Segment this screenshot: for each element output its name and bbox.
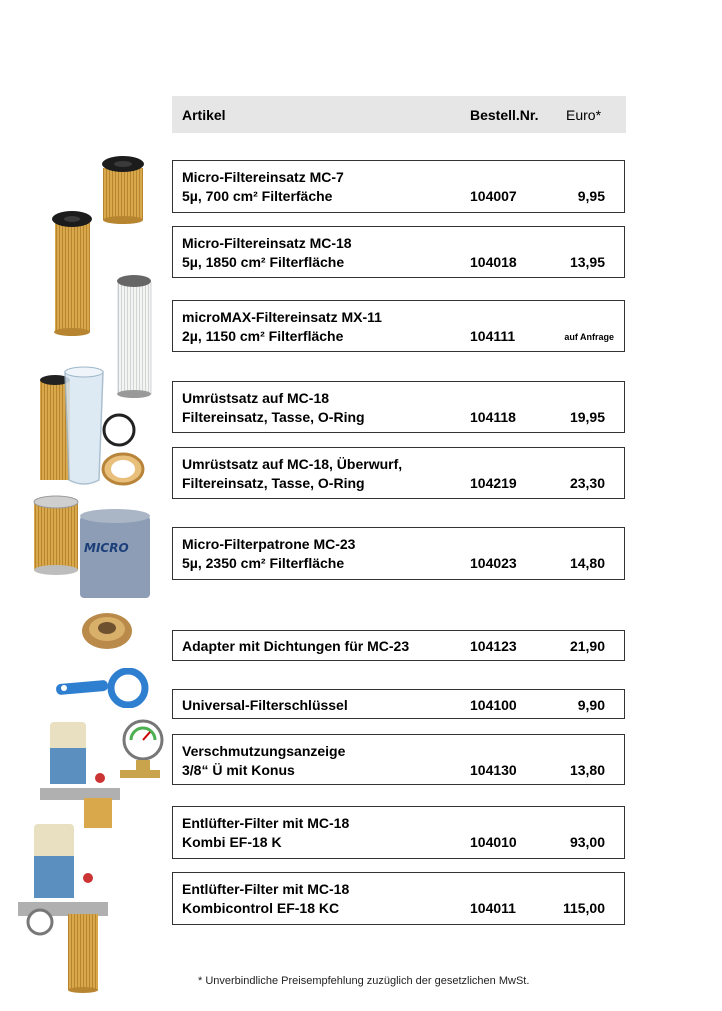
price: 9,90 [577,697,605,713]
price: 23,30 [569,475,605,491]
conversion-kit-image [35,366,155,492]
header-article: Artikel [182,107,226,123]
product-row-wrench [172,689,625,719]
price: 19,95 [569,409,605,425]
filter-cartridge-mc23-image [32,494,154,604]
product-spec: Kombicontrol EF-18 KC [182,900,340,916]
price: 13,80 [569,762,605,778]
product-title: Micro-Filterpatrone MC-23 [182,536,356,552]
product-title: Umrüstsatz auf MC-18 [182,390,330,406]
footnote: * Unverbindliche Preisempfehlung zuzüglich der gesetzlichen MwSt. [198,975,530,987]
product-title: Adapter mit Dichtungen für MC-23 [182,638,410,654]
order-number: 104007 [470,188,517,204]
product-row-kit-104219 [172,447,625,499]
price: 9,95 [577,188,605,204]
product-row-ef18k [172,806,625,859]
product-row-ef18kc [172,872,625,925]
price: 14,80 [569,555,605,571]
product-title: Micro-Filtereinsatz MC-18 [182,235,352,251]
product-spec: 3/8“ Ü mit Konus [182,762,295,778]
product-row-indicator [172,734,625,785]
product-row-mc7 [172,160,625,213]
product-row-mc23 [172,527,625,580]
order-number: 104018 [470,254,517,270]
filter-insert-mc7-image [100,154,148,224]
product-spec: 5µ, 2350 cm² Filterfläche [182,555,345,571]
order-number: 104219 [470,475,517,491]
price: 21,90 [569,638,605,654]
order-number: 104118 [470,409,516,425]
product-row-mx11 [172,300,625,352]
order-number: 104111 [470,328,516,344]
price: 93,00 [569,834,605,850]
product-title: microMAX-Filtereinsatz MX-11 [182,309,382,325]
header-price: Euro* [566,107,602,123]
cartridge-label: MICRO [84,541,129,555]
header-order-no: Bestell.Nr. [470,107,539,123]
order-number: 104023 [470,555,517,571]
table-header [172,96,626,133]
product-spec: Filtereinsatz, Tasse, O-Ring [182,475,365,491]
product-spec: 5µ, 1850 cm² Filterfläche [182,254,345,270]
product-title: Verschmutzungsanzeige [182,743,346,759]
product-spec: Kombi EF-18 K [182,834,282,850]
filter-insert-mc18-image [50,208,96,338]
product-row-mc18 [172,226,625,278]
product-spec: Filtereinsatz, Tasse, O-Ring [182,409,365,425]
product-title: Entlüfter-Filter mit MC-18 [182,881,350,897]
vent-filter-image [14,822,124,994]
adapter-image [80,610,134,652]
order-number: 104010 [470,834,517,850]
price: 115,00 [562,900,605,916]
product-spec: 5µ, 700 cm² Filterfäche [182,188,333,204]
product-title: Universal-Filterschlüssel [182,697,348,713]
product-title: Micro-Filtereinsatz MC-7 [182,169,344,185]
dirt-indicator-image [36,718,166,830]
price: auf Anfrage [564,332,614,342]
product-spec: 2µ, 1150 cm² Filterfläche [182,328,344,344]
order-number: 104130 [470,762,517,778]
product-title: Entlüfter-Filter mit MC-18 [182,815,350,831]
order-number: 104123 [470,638,517,654]
product-row-kit-104118 [172,381,625,433]
product-title: Umrüstsatz auf MC-18, Überwurf, [182,456,403,472]
price: 13,95 [569,254,605,270]
order-number: 104100 [470,697,517,713]
product-row-adapter [172,630,625,661]
order-number: 104011 [470,900,516,916]
filter-wrench-image [54,668,149,708]
